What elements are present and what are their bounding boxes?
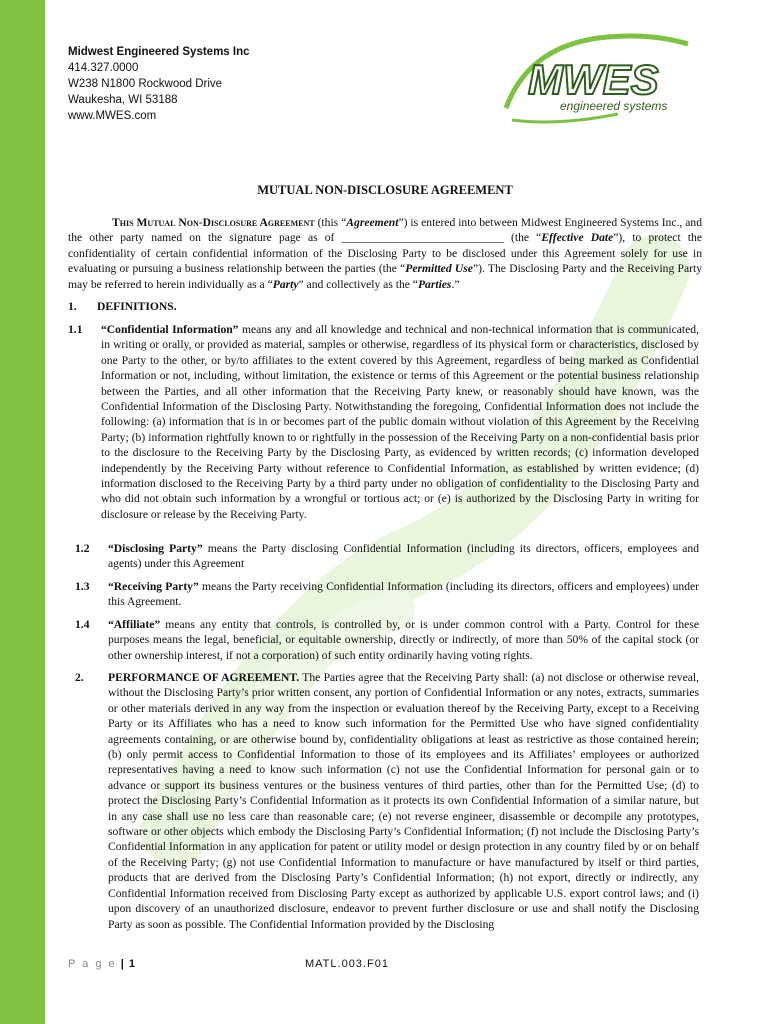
- mwes-logo: [498, 28, 694, 132]
- intro-text: ”). The Disclosing Party and the Receiving Party may be referred to herein individually as a “: [68, 262, 702, 291]
- clause-text: means any entity that controls, is controlled by, or is under common control with a Party. Control for these purposes means the legal, beneficial, or equitable ownership, directly or indirectly, of more than 50% of the capital stock (or other ownership interest, if not a corporation) of such entity ordinarily having voting rights.: [108, 618, 699, 662]
- term-agreement: Agreement: [346, 216, 399, 229]
- term-effective-date: Effective Date: [541, 231, 614, 245]
- clause-body: [108, 541, 699, 572]
- intro-text: ” and collectively as the “: [298, 277, 418, 291]
- term-party: Party: [272, 277, 299, 291]
- clause-term: “Confidential Information”: [101, 323, 239, 336]
- intro-heading: This Mutual Non-Disclosure Agreement: [112, 216, 315, 229]
- section-text: The Parties agree that the Receiving Party shall: (a) not disclose or otherwise reveal, without the Disclosing Party’s prior written consent, any portion of Confidential Information or any notes, extracts, summaries or other materials derived in any way from the inspection or evaluation thereof by the Receiving Party, except to a Receiving Party or its Affiliates who has a need to know such information for the Permitted Use who have signed confidentiality agreements containing, or are otherwise bound by, confidentiality obligations at least as restrictive as those contained herein; (b) only permit access to Confidential Information to those of its employees and its Affiliates’ employees or authorized representatives having a need to know such information (c) not use the Confidential Information for personal gain or to advance or support its business ventures or the business ventures of third parties, other than for the Permitted Use; (d) to protect the Disclosing Party’s Confidential Information as it protects its own Confidential Information of a similar nature, but in any case shall use no less care than reasonable care; (e) not reverse engineer, disassemble or decompile any prototypes, software or other objects which embody the Disclosing Party’s Confidential Information; (f) not include the Disclosing Party’s Confidential Information in any application for patent or utility model or design protection in any country filed by or on behalf of the Receiving Party; (g) not use Confidential Information to manufacture or have manufactured by itself or third parties, products that are derived from the Disclosing Party’s Confidential Information; (h) not export, directly or indirectly, any Confidential Information received from Disclosing Party except as authorized by applicable U.S. export control laws; and (i) upon discovery of an unauthorized disclosure, endeavor to prevent further disclosure or use and shall notify the Disclosing Party as soon as possible. The Confidential Information provided by the Disclosing: [108, 671, 699, 931]
- clause-1-4: [68, 617, 702, 665]
- clause-1-2: [68, 541, 702, 573]
- clause-term: “Affiliate”: [108, 618, 161, 631]
- term-permitted-use: Permitted Use: [405, 262, 473, 276]
- logo-tagline: engineered systems: [560, 99, 668, 113]
- clause-text: means any and all knowledge and technical and non-technical information that is communicated, in writing or orally, or provided as material, samples or otherwise, regardless of its physical form or characteristics, disclosed by one Party to the other, or by/to affiliates to the extent covered by this Agreement, regardless of being marked as Confidential Information or not, including, without limitation, the existence or terms of this Agreement or the potential business relationship between the Parties, and all other information that the Receiving Party knew, or reasonably should have known, was the Confidential Information of the Disclosing Party. Notwithstanding the foregoing, Confidential Information does not include the following: (a) information that is in or becomes part of the public domain without violation of this Agreement by the Receiving Party; (b) information rightfully known to or rightfully in the possession of the Receiving Party on a non-confidential basis prior to the disclosure to the Receiving Party by the Disclosing Party, as evidenced by written records; (c) information developed independently by the Receiving Party without reference to Confidential Information, as established by written evidence; (d) information disclosed to the Receiving Party by a third party under no obligation of confidentiality to the Disclosing Party and who did not obtain such information by a wrongful or tortious act; or (e) is authorized by the Disclosing Party in writing for disclosure or release by the Receiving Party.: [101, 323, 699, 521]
- section-title: DEFINITIONS.: [97, 300, 177, 313]
- company-website: www.MWES.com: [68, 110, 157, 122]
- section-1-heading: [68, 299, 702, 315]
- left-accent-bar: [0, 0, 45, 1024]
- section-number: 2.: [75, 671, 84, 684]
- section-number: 1.: [68, 300, 77, 313]
- clause-body: [108, 617, 699, 663]
- clause-text: means the Party disclosing Confidential Information (including its directors, officers, employees and agents) under this Agreement: [108, 542, 700, 571]
- company-city: Waukesha, WI 53188: [68, 94, 178, 106]
- intro-text: (this “: [314, 216, 347, 229]
- clause-number: 1.4: [75, 618, 90, 631]
- clause-1-3: [68, 579, 702, 611]
- company-street: W238 N1800 Rockwood Drive: [68, 78, 223, 90]
- clause-number: 1.3: [75, 580, 90, 593]
- page-label: P a g e: [68, 958, 117, 970]
- intro-paragraph: [68, 215, 702, 292]
- logo-wordmark: MWES: [528, 56, 659, 103]
- company-address-block: [68, 44, 250, 124]
- clause-term: “Receiving Party”: [108, 580, 199, 593]
- intro-text: ”) is entered into between Midwest Engineered Systems Inc., and the other party named on the signature page as of ____________________________ (the “: [68, 216, 702, 245]
- document-code: MATL.003.F01: [305, 958, 389, 970]
- intro-text: ”), to protect the confidentiality of certain confidential information of the Disclosing Party to be disclosed under this Agreement solely for use in evaluating or pursuing a business relationship between the parties (the “: [68, 231, 702, 276]
- company-name: Midwest Engineered Systems Inc: [68, 46, 250, 58]
- section-title: PERFORMANCE OF AGREEMENT.: [108, 671, 300, 684]
- company-phone: 414.327.0000: [68, 62, 139, 74]
- clause-1-1: [68, 322, 702, 532]
- page-number: [68, 958, 136, 970]
- section-2: [68, 670, 702, 942]
- document-title: MUTUAL NON-DISCLOSURE AGREEMENT: [257, 183, 513, 197]
- clause-body: [101, 322, 699, 522]
- clause-number: 1.2: [75, 542, 90, 555]
- section-body: [108, 670, 699, 932]
- clause-body: [108, 579, 699, 610]
- page-separator: |: [116, 958, 129, 970]
- page-num: 1: [128, 958, 136, 970]
- term-parties: Parties: [417, 277, 452, 291]
- clause-number: 1.1: [68, 323, 83, 336]
- clause-text: means the Party receiving Confidential Information (including its directors, officers and employees) under this Agreement.: [108, 580, 699, 609]
- intro-text: .”: [451, 277, 460, 291]
- clause-term: “Disclosing Party”: [108, 542, 203, 555]
